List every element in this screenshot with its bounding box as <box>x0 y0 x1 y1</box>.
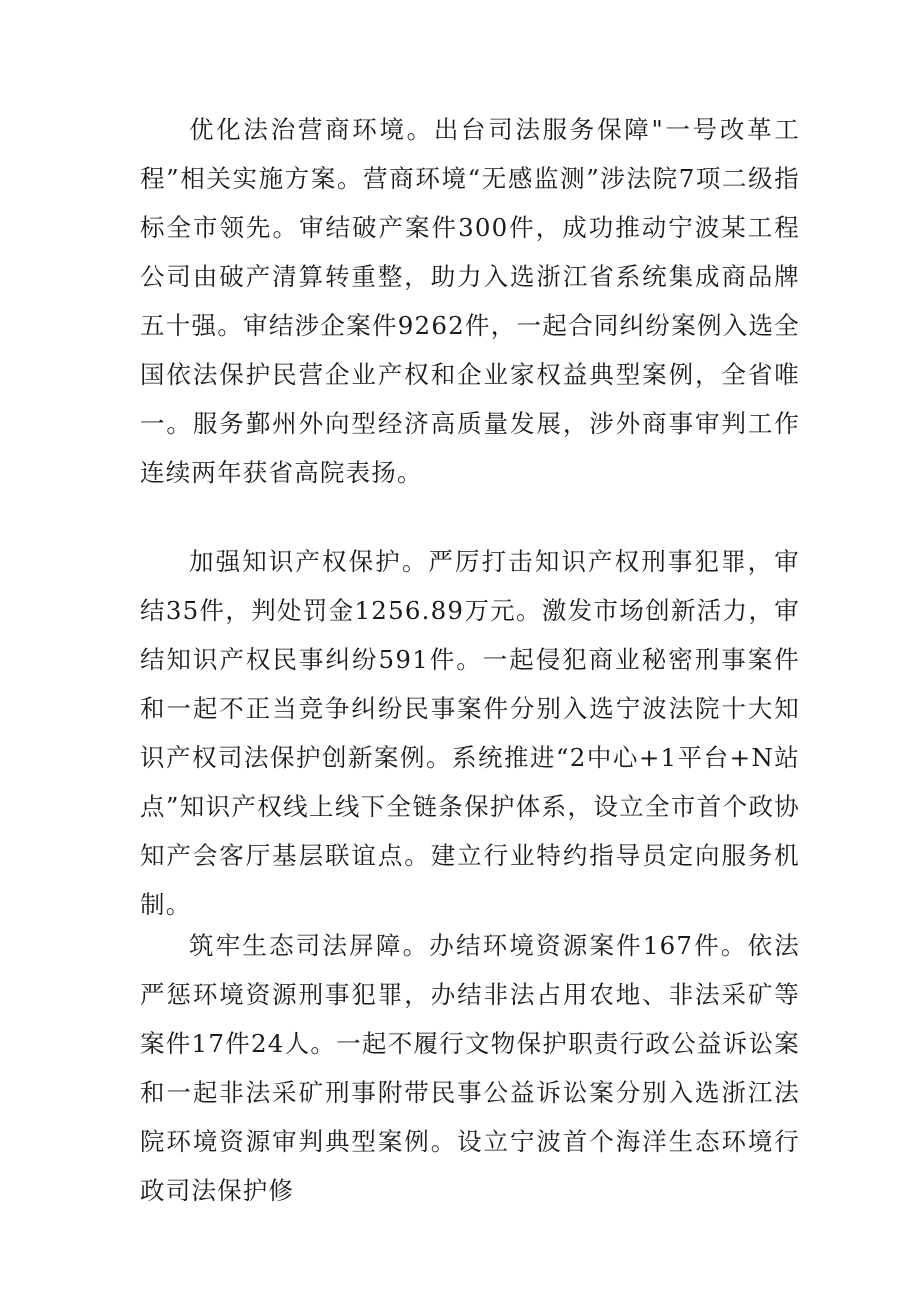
paragraph-business-environment: 优化法治营商环境。出台司法服务保障"一号改革工程”相关实施方案。营商环境“无感监测”涉法院7项二级指标全市领先。审结破产案件300件，成功推动宁波某工程公司由破产清算转重整，助力入选浙江省系统集成商品牌五十强。审结涉企案件9262件，一起合同纠纷案例入选全国依法保护民营企业产权和企业家权益典型案例，全省唯一。服务鄞州外向型经济高质量发展，涉外商事审判工作连续两年获省高院表扬。 <box>140 115 800 487</box>
paragraph-intellectual-property: 加强知识产权保护。严厉打击知识产权刑事犯罪，审结35件，判处罚金1256.89万元。激发市场创新活力，审结知识产权民事纠纷591件。一起侵犯商业秘密刑事案件和一起不正当竞争纠纷民事案件分别入选宁波法院十大知识产权司法保护创新案例。系统推进“2中心+1平台+N站点”知识产权线上线下全链条保护体系，设立全市首个政协知产会客厅基层联谊点。建立行业特约指导员定向服务机制。 <box>140 547 800 919</box>
paragraph-ecological-judicial: 筑牢生态司法屏障。办结环境资源案件167件。依法严惩环境资源刑事犯罪，办结非法占用农地、非法采矿等案件17件24人。一起不履行文物保护职责行政公益诉讼案和一起非法采矿刑事附带民事公益诉讼案分别入选浙江法院环境资源审判典型案例。设立宁波首个海洋生态环境行政司法保护修 <box>140 931 800 1205</box>
